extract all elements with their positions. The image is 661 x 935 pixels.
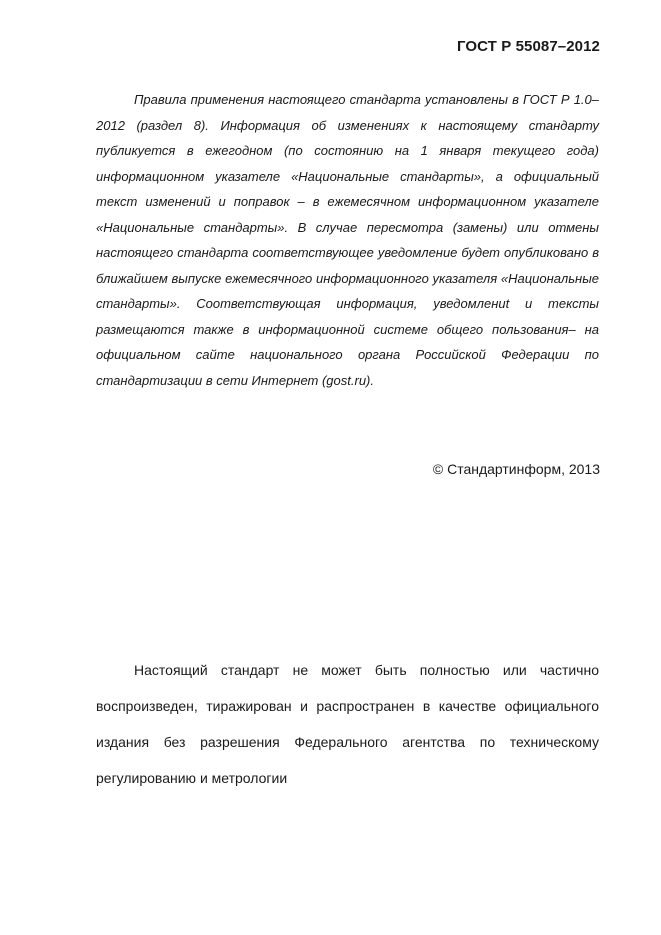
rules-paragraph: Правила применения настоящего стандарта установлены в ГОСТ Р 1.0–2012 (раздел 8). Информация об изменениях к настоящему стандарту публикуется в ежегодном (по состоянию на 1 января текущего года) информационном указателе «Национальные стандарты», а официальный текст изменений и поправок – в ежемесячном информационном указателе «Национальные стандарты». В случае пересмотра (замены) или отмены настоящего стандарта соответствующее уведомление будет опубликовано в ближайшем выпуске ежемесячного информационного указателя «Национальные стандарты». Соответствующая информация, уведомлениt и тексты размещаются также в информационной системе общего пользования– на официальном сайте национального органа Российской Федерации по стандартизации в сети Интернет (gost.ru). [96,92,599,388]
reproduction-notice: Настоящий стандарт не может быть полностью или частично воспроизведен, тиражирован и распространен в качестве официального издания без разрешения Федерального агентства по техническому регулированию и метрологии [96,662,599,786]
document-number: ГОСТ Р 55087–2012 [456,38,600,55]
copyright-notice: © Стандартинформ, 2013 [432,461,600,477]
